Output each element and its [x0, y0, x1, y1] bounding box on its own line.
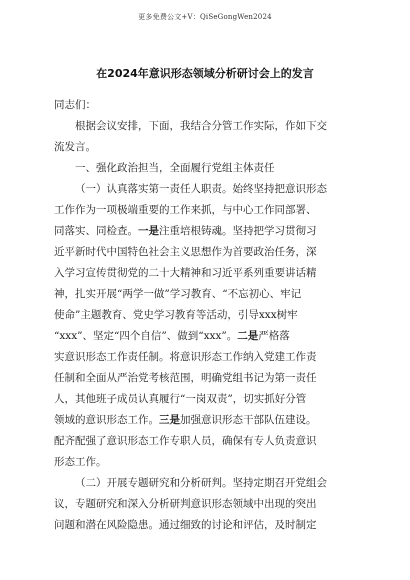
p1-line-11: 人，其他班子成员认真履行“一岗双责”，切实抓好分管: [54, 393, 307, 405]
p1-line-8: [54, 326, 356, 347]
paragraph-1: [54, 179, 356, 473]
p1-line-7: 使命”主题教育、党史学习教育等活动，引导xxx树牢: [54, 309, 298, 321]
intro-line-2: 流发言。: [54, 141, 96, 153]
intro-paragraph: [54, 116, 356, 158]
p1-line-14: 形态工作。: [54, 456, 107, 468]
p1-line-12: [54, 410, 356, 431]
watermark-header: 更多免费公文+V：QiSeGongWen2024: [138, 13, 272, 21]
p1-line-8-rest: 严格落: [258, 330, 290, 342]
p1-line-1: （一）认真落实第一责任人职责。始终坚持把意识形态: [75, 183, 327, 195]
p1-line-3: [54, 221, 356, 242]
p1-point-two-label: 二是: [237, 330, 259, 342]
p1-line-9: 实意识形态工作责任制。将意识形态工作纳入党建工作责: [54, 351, 317, 363]
p1-line-6: 神，扎实开展“两学一做”学习教育、“不忘初心、牢记: [54, 288, 302, 300]
p2-line-1: （二）开展专题研究和分析研判。坚持定期召开党组会: [75, 477, 327, 489]
p1-line-2: 工作作为一项极端重要的工作来抓，与中心工作同部署、: [54, 204, 317, 216]
p1-line-12-rest: 加强意识形态干部队伍建设。: [180, 414, 317, 426]
p1-line-8-text: “xxx”、坚定“四个自信”、做到“xxx”。: [54, 330, 238, 342]
p1-point-one-label: 一是: [138, 225, 159, 237]
section-1-heading: 一、强化政治担当，全面履行党组主体责任: [75, 162, 275, 174]
p2-line-3: 问题和潜在风险隐患。通过细致的讨论和评估，及时制定: [54, 519, 317, 531]
p1-line-10: 任制和全面从严治党考核范围，明确党组书记为第一责任: [54, 372, 317, 384]
intro-line-1: 根据会议安排，下面，我结合分管工作实际，作如下交: [75, 120, 327, 132]
p1-line-12-text: 领域的意识形态工作。: [54, 414, 159, 426]
p1-line-4: 近平新时代中国特色社会主义思想作为首要政治任务，深: [54, 246, 317, 258]
salutation: 同志们：: [54, 99, 96, 111]
p1-line-13: 配齐配强了意识形态工作专职人员，确保有专人负责意识: [54, 435, 317, 447]
document-title: 在2024年意识形态领域分析研讨会上的发言: [96, 67, 314, 80]
p1-line-3-text: 同落实、同检查。: [54, 225, 138, 237]
p1-point-three-label: 三是: [159, 414, 180, 426]
p1-line-5: 入学习宣传贯彻党的二十大精神和习近平系列重要讲话精: [54, 267, 317, 279]
p1-line-3-rest: 注重培根铸魂。坚持把学习贯彻习: [159, 225, 317, 237]
p2-line-2: 议，专题研究和深入分析研判意识形态领域中出现的突出: [54, 498, 317, 510]
paragraph-2: [54, 473, 356, 536]
